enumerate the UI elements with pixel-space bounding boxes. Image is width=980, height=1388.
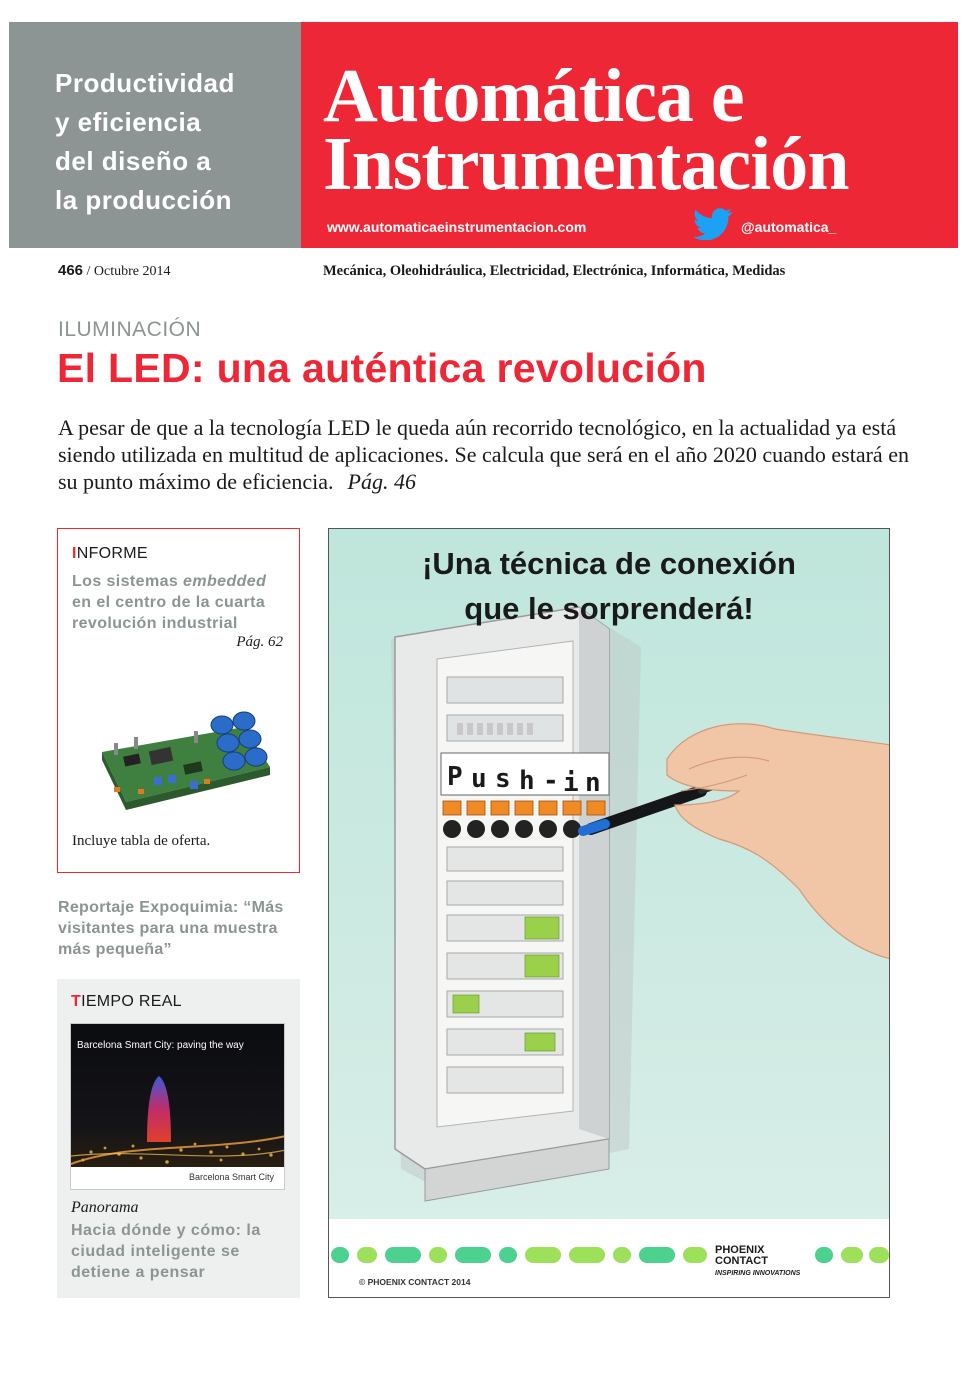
tiempo-real-box[interactable] (57, 979, 300, 1298)
informe-box[interactable] (57, 528, 300, 873)
embedded-board-image (94, 697, 274, 817)
svg-text:u: u (471, 764, 487, 794)
informe-kicker (72, 545, 285, 563)
svg-text:i: i (563, 768, 579, 798)
ad-headline-line2: que le sorprenderá! (464, 591, 754, 626)
push-in-letters (447, 762, 601, 798)
informe-title-part: Los sistemas (72, 573, 179, 590)
magazine-title (323, 54, 849, 206)
smart-city-footer (71, 1167, 284, 1189)
lead-summary (58, 414, 928, 495)
smart-city-caption: Barcelona Smart City: paving the way (77, 1040, 244, 1051)
lead-summary-text: A pesar de que a la tecnología LED le queda aún recorrido tecnológico, en la actualidad ya está siendo utilizada en multitud de aplicaciones. Se calcula que será en el año 2020 cuando estará en su punto máximo de eficiencia. (58, 415, 909, 494)
informe-title[interactable] (72, 571, 285, 634)
svg-text:n: n (585, 768, 601, 798)
issue-info (58, 262, 171, 280)
issue-date: / Octubre 2014 (86, 264, 171, 279)
logo-slogan: INSPIRING INNOVATIONS (715, 1270, 801, 1277)
svg-text:-: - (543, 766, 559, 796)
informe-page-ref[interactable]: Pág. 62 (236, 634, 283, 650)
magazine-title-line1: Automática e (323, 54, 744, 138)
subject-list: Mecánica, Oleohidráulica, Electricidad, Electrónica, Informática, Medidas (323, 263, 786, 279)
tagline-line: y eficiencia (55, 107, 202, 137)
lead-headline[interactable]: El LED: una auténtica revolución (57, 345, 707, 391)
brand-panel (301, 22, 958, 248)
logo-name-line1: PHOENIX (715, 1244, 765, 1256)
smart-city-image (70, 1023, 285, 1190)
kicker-rest: NFORME (76, 545, 148, 562)
svg-text:s: s (495, 764, 511, 794)
lead-page-ref[interactable]: Pág. 46 (347, 469, 416, 494)
ad-headline (329, 541, 889, 631)
magazine-title-line2: Instrumentación (323, 122, 849, 206)
reportaje-teaser[interactable]: Reportaje Expoquimia: “Más visitantes para una muestra más pequeña” (58, 899, 284, 958)
ad-copyright: © PHOENIX CONTACT 2014 (359, 1277, 471, 1287)
tagline-panel (9, 22, 301, 248)
smart-city-footer-text: Barcelona Smart City (188, 1172, 274, 1182)
informe-title-part: en el centro de la cuarta revolución industrial (72, 594, 266, 632)
svg-text:P: P (447, 762, 463, 792)
dot-pattern (329, 1245, 890, 1265)
website-link[interactable]: www.automaticaeinstrumentacion.com (327, 219, 587, 235)
panorama-title[interactable]: Hacia dónde y cómo: la ciudad inteligente se detiene a pensar (71, 1222, 261, 1281)
twitter-handle[interactable]: @automatica_ (741, 219, 837, 235)
tagline-line: del diseño a (55, 146, 212, 176)
tagline-line: Productividad (55, 68, 235, 98)
informe-note: Incluye tabla de oferta. (72, 833, 211, 849)
tagline-line: la producción (55, 185, 232, 215)
ad-headline-line1: ¡Una técnica de conexión (422, 546, 796, 581)
kicker-initial: T (71, 993, 82, 1010)
kicker-initial: I (72, 545, 77, 562)
phoenix-contact-logo[interactable] (715, 1245, 800, 1277)
kicker-rest: IEMPO REAL (81, 993, 182, 1010)
tiempo-real-kicker (71, 993, 286, 1011)
masthead (9, 22, 958, 248)
control-cabinet-illustration (329, 529, 890, 1219)
lead-section-label: ILUMINACIÓN (58, 318, 202, 341)
informe-title-emphasis: embedded (183, 573, 267, 590)
panorama-label: Panorama (71, 1199, 139, 1216)
svg-text:h: h (519, 766, 535, 796)
twitter-bird-icon[interactable] (693, 208, 733, 240)
phoenix-contact-ad[interactable] (328, 528, 890, 1298)
logo-name-line2: CONTACT (715, 1255, 768, 1267)
issue-number: 466 (58, 262, 84, 279)
